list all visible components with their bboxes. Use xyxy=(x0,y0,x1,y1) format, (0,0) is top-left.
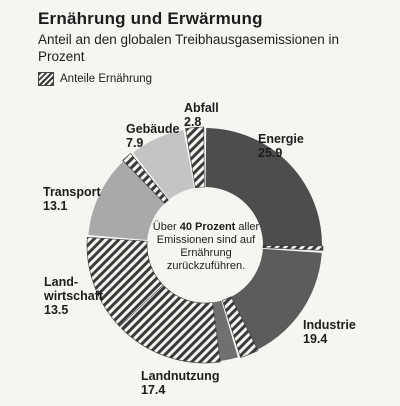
slice-value: 25.9 xyxy=(258,146,283,160)
slice-name: Energie xyxy=(258,132,304,146)
slice-label-energie xyxy=(258,132,304,160)
slice-label-gebaeude xyxy=(126,122,180,150)
slice-value: 13.5 xyxy=(44,303,69,317)
slice-name: Transport xyxy=(43,185,101,199)
chart-subtitle: Anteil an den globalen Treibhausgasemissionen in Prozent xyxy=(38,32,339,64)
legend-label: Anteile Ernährung xyxy=(60,73,153,85)
center-highlight: 40 Prozent xyxy=(179,221,236,233)
slice-name: Land-wirtschaft xyxy=(44,275,104,303)
center-note xyxy=(150,221,262,273)
slice-label-landnutzung xyxy=(141,369,219,397)
chart-title: Ernährung und Erwärmung xyxy=(38,9,263,28)
slice-value: 17.4 xyxy=(141,383,166,397)
slice-value: 7.9 xyxy=(126,136,144,150)
center-prefix: Über xyxy=(152,221,177,233)
center-rest: aller Emissionen sind auf Ernährung zurückzuführen. xyxy=(156,221,260,272)
slice-label-industrie xyxy=(303,318,356,346)
slice-value: 19.4 xyxy=(303,332,328,346)
slice-label-transport xyxy=(43,185,101,213)
slice-name: Landnutzung xyxy=(141,369,220,383)
slice-label-abfall xyxy=(184,101,219,129)
slice-label-landwirtschaft xyxy=(44,275,104,317)
slice-value: 2.8 xyxy=(184,115,202,129)
slice-name: Gebäude xyxy=(126,122,180,136)
slice-value: 13.1 xyxy=(43,199,68,213)
slice-name: Abfall xyxy=(184,101,219,115)
slice-name: Industrie xyxy=(303,318,356,332)
